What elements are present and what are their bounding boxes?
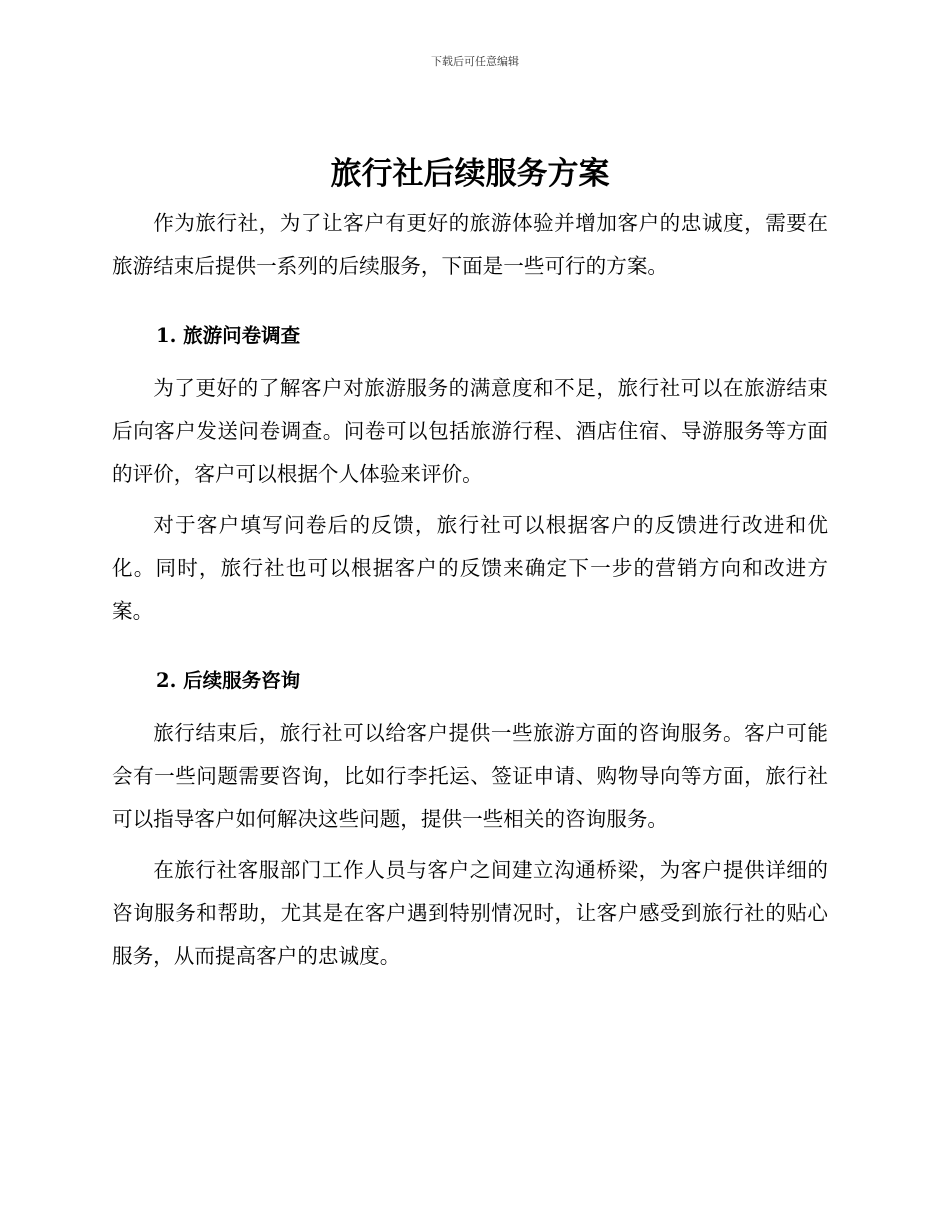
section-heading: 1. 旅游问卷调查 [156, 324, 301, 347]
paragraph: 旅行结束后，旅行社可以给客户提供一些旅游方面的咨询服务。客户可能会有一些问题需要咨询，比如行李托运、签证申请、购物导向等方面，旅行社可以指导客户如何解决这些问题，提供一些相关的咨询服务。 [112, 721, 828, 831]
section-survey [112, 316, 828, 633]
section-consulting [112, 661, 828, 978]
paragraph: 对于客户填写问卷后的反馈，旅行社可以根据客户的反馈进行改进和优化。同时，旅行社也可以根据客户的反馈来确定下一步的营销方向和改进方案。 [112, 513, 828, 623]
header-note: 下载后可任意编辑 [431, 55, 519, 68]
paragraph: 在旅行社客服部门工作人员与客户之间建立沟通桥梁，为客户提供详细的咨询服务和帮助，尤其是在客户遇到特别情况时，让客户感受到旅行社的贴心服务，从而提高客户的忠诚度。 [112, 858, 828, 968]
section-heading: 2. 后续服务咨询 [156, 669, 301, 692]
intro-paragraph: 作为旅行社，为了让客户有更好的旅游体验并增加客户的忠诚度，需要在旅游结束后提供一系列的后续服务，下面是一些可行的方案。 [112, 211, 828, 278]
document-body [112, 150, 828, 978]
paragraph: 为了更好的了解客户对旅游服务的满意度和不足，旅行社可以在旅游结束后向客户发送问卷调查。问卷可以包括旅游行程、酒店住宿、导游服务等方面的评价，客户可以根据个人体验来评价。 [112, 376, 828, 486]
document-title: 旅行社后续服务方案 [330, 156, 610, 192]
